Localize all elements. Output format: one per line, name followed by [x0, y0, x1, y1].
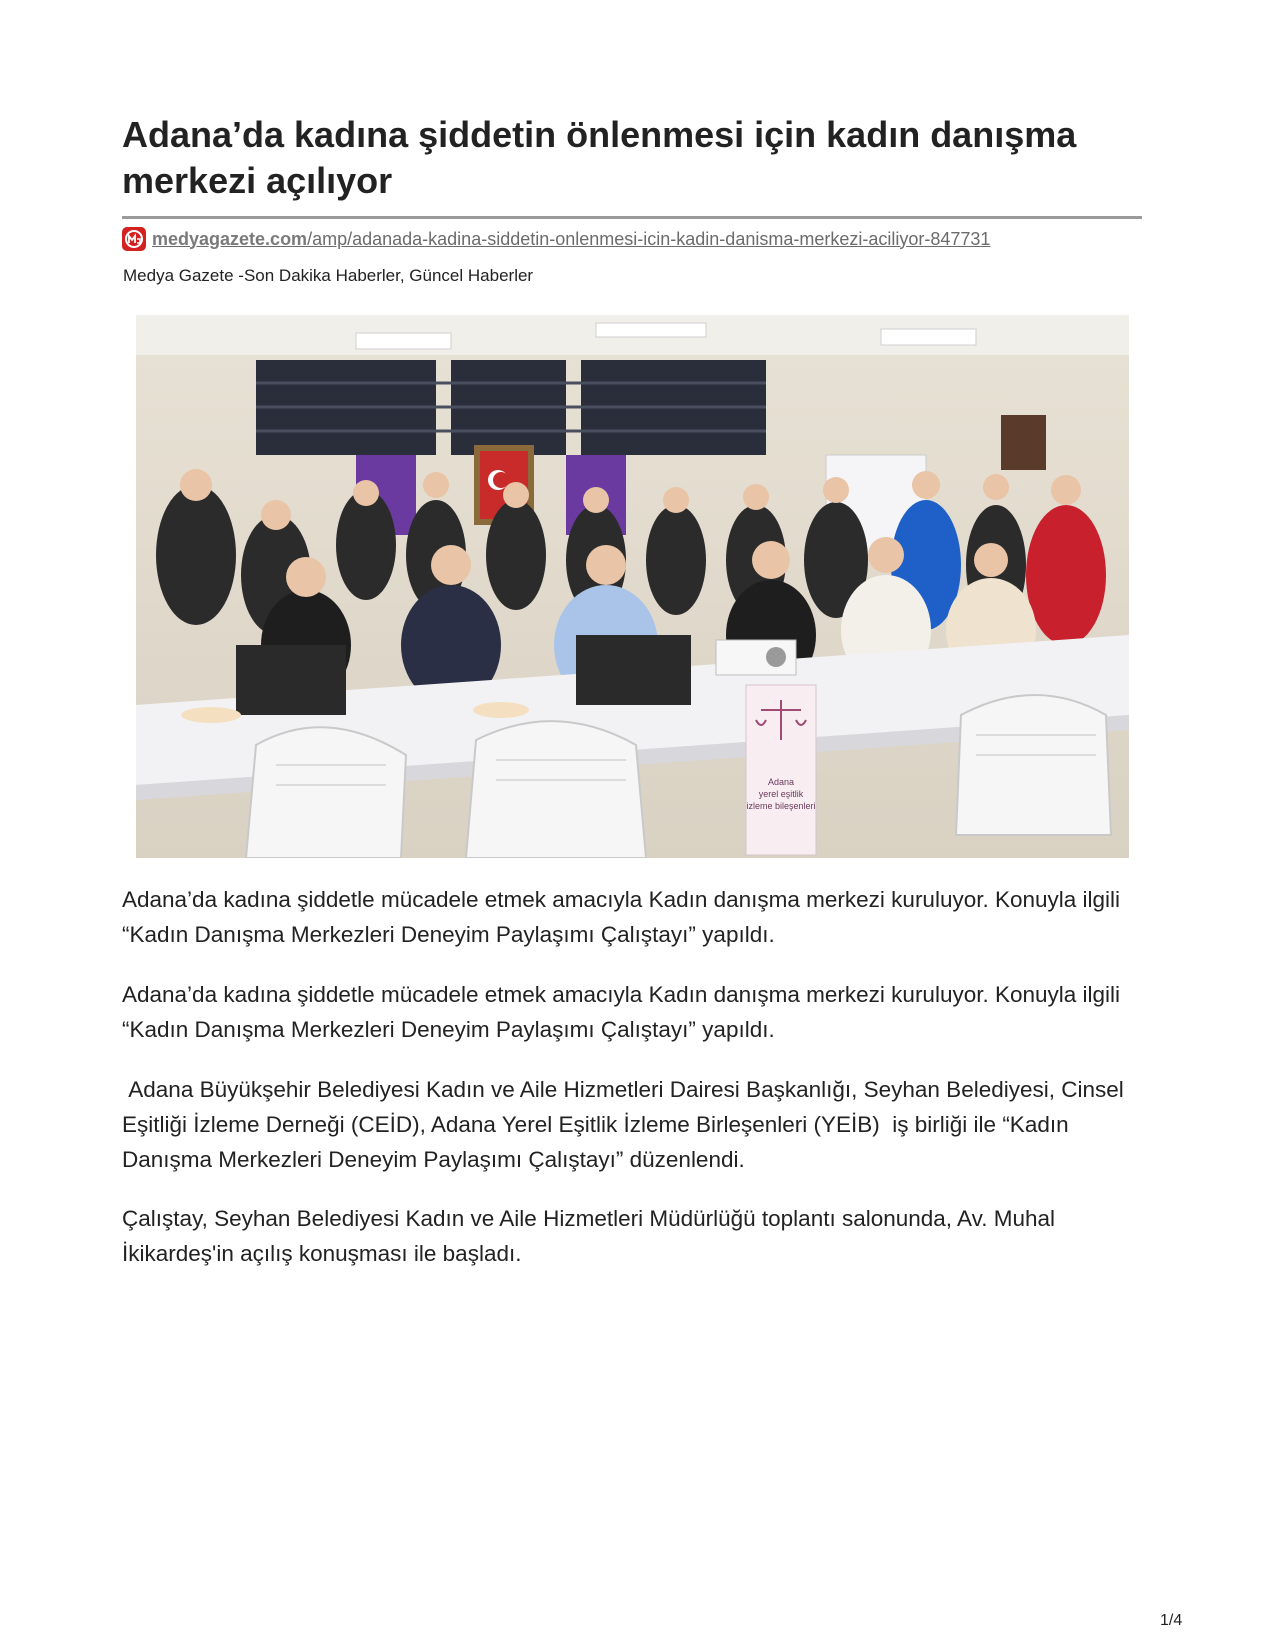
article-paragraph: Adana’da kadına şiddetle mücadele etmek amacıyla Kadın danışma merkezi kuruluyor. Konuyla ilgili “Kadın Danışma Merkezleri Deneyim Paylaşımı Çalıştayı” yapıldı. [122, 887, 1121, 947]
medyagazete-logo-icon [122, 227, 146, 251]
article-paragraph: Adana Büyükşehir Belediyesi Kadın ve Aile Hizmetleri Dairesi Başkanlığı, Seyhan Belediyesi, Cinsel Eşitliği İzleme Derneği (CEİD), Adana Yerel Eşitlik İzleme Birleşenleri (YEİB) iş birliği ile “Kadın Danışma Merkezleri Deneyim Paylaşımı Çalıştayı” düzenlendi. [122, 1077, 1131, 1172]
article-paragraph: Çalıştay, Seyhan Belediyesi Kadın ve Aile Hizmetleri Müdürlüğü toplantı salonunda, Av. Muhal İkikardeş'in açılış konuşması ile başladı. [122, 1206, 1056, 1266]
article-photo [136, 315, 1129, 858]
page-number: 1/4 [1160, 1612, 1183, 1629]
banner-line-3: izleme bileşenleri [746, 801, 816, 811]
source-row [122, 226, 990, 252]
banner-line-1: Adana [767, 777, 795, 787]
banner-line-2: yerel eşitlik [758, 789, 804, 799]
site-name: Medya Gazete -Son Dakika Haberler, Güncel Haberler [123, 266, 534, 285]
title-divider [122, 216, 1142, 219]
article-title: Adana’da kadına şiddetin önlenmesi için kadın danışma merkezi açılıyor [122, 114, 1077, 201]
source-path[interactable]: /amp/adanada-kadina-siddetin-onlenmesi-icin-kadin-danisma-merkezi-aciliyor-847731 [307, 228, 991, 249]
article-paragraph: Adana’da kadına şiddetle mücadele etmek amacıyla Kadın danışma merkezi kuruluyor. Konuyla ilgili “Kadın Danışma Merkezleri Deneyim Paylaşımı Çalıştayı” yapıldı. [122, 982, 1121, 1042]
source-link[interactable] [152, 229, 990, 250]
source-domain[interactable]: medyagazete.com [152, 228, 308, 249]
